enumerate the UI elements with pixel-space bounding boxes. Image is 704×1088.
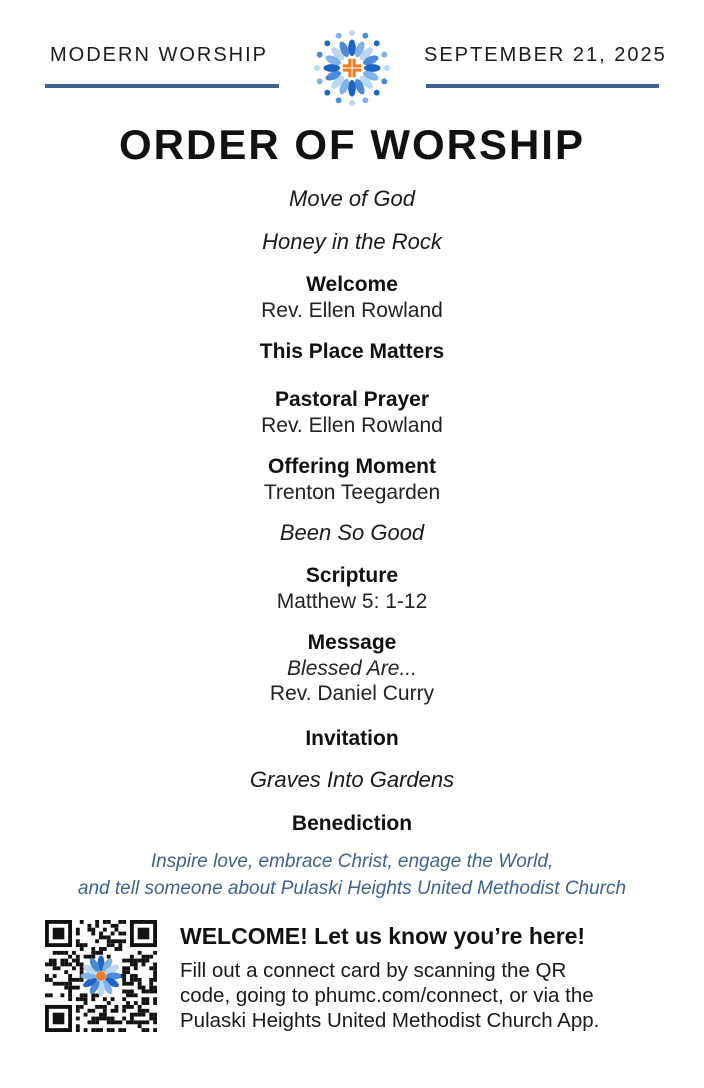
page-title: ORDER OF WORSHIP [118,121,585,168]
benediction-heading: Benediction [291,812,413,835]
header-rule-right [426,84,659,88]
header-rule-left [45,84,279,88]
offering-heading: Offering Moment [268,455,436,478]
pastoral-prayer-leader: Rev. Ellen Rowland [261,414,443,437]
header-date: SEPTEMBER 21, 2025 [424,44,667,66]
welcome-box-heading: WELCOME! Let us know you’re here! [180,923,586,949]
song-been-so-good: Been So Good [279,520,425,545]
song-move-of-god: Move of God [289,186,415,211]
welcome-section [0,272,704,323]
welcome-leader: Rev. Ellen Rowland [261,299,443,322]
tagline-line-1: Inspire love, embrace Christ, engage the World, [150,851,554,872]
flower-cross-logo-icon [306,22,398,114]
message-section [0,630,704,706]
invitation-heading: Invitation [305,727,399,750]
header-service-label: MODERN WORSHIP [50,44,268,66]
scripture-reference: Matthew 5: 1-12 [276,590,428,613]
tagline [0,848,704,902]
song-honey-in-the-rock: Honey in the Rock [262,229,442,254]
welcome-heading: Welcome [306,273,398,296]
pastoral-prayer-heading: Pastoral Prayer [274,388,430,411]
offering-section [0,454,704,505]
qr-code-icon[interactable] [45,920,157,1032]
scripture-section [0,563,704,614]
welcome-box-body [180,958,680,1033]
offering-leader: Trenton Teegarden [263,481,441,504]
welcome-box-line-2: code, going to phumc.com/connect, or via the [180,984,594,1007]
message-preacher: Rev. Daniel Curry [269,682,435,705]
pastoral-prayer-section [0,387,704,438]
welcome-box-line-3: Pulaski Heights United Methodist Church App. [180,1009,600,1032]
message-title: Blessed Are... [287,657,417,680]
scripture-heading: Scripture [305,564,399,587]
song-graves-into-gardens: Graves Into Gardens [249,767,455,792]
message-heading: Message [307,631,397,654]
tagline-line-2: and tell someone about Pulaski Heights United Methodist Church [77,878,627,899]
this-place-matters-heading: This Place Matters [259,340,445,363]
welcome-box-line-1: Fill out a connect card by scanning the QR [180,959,567,982]
